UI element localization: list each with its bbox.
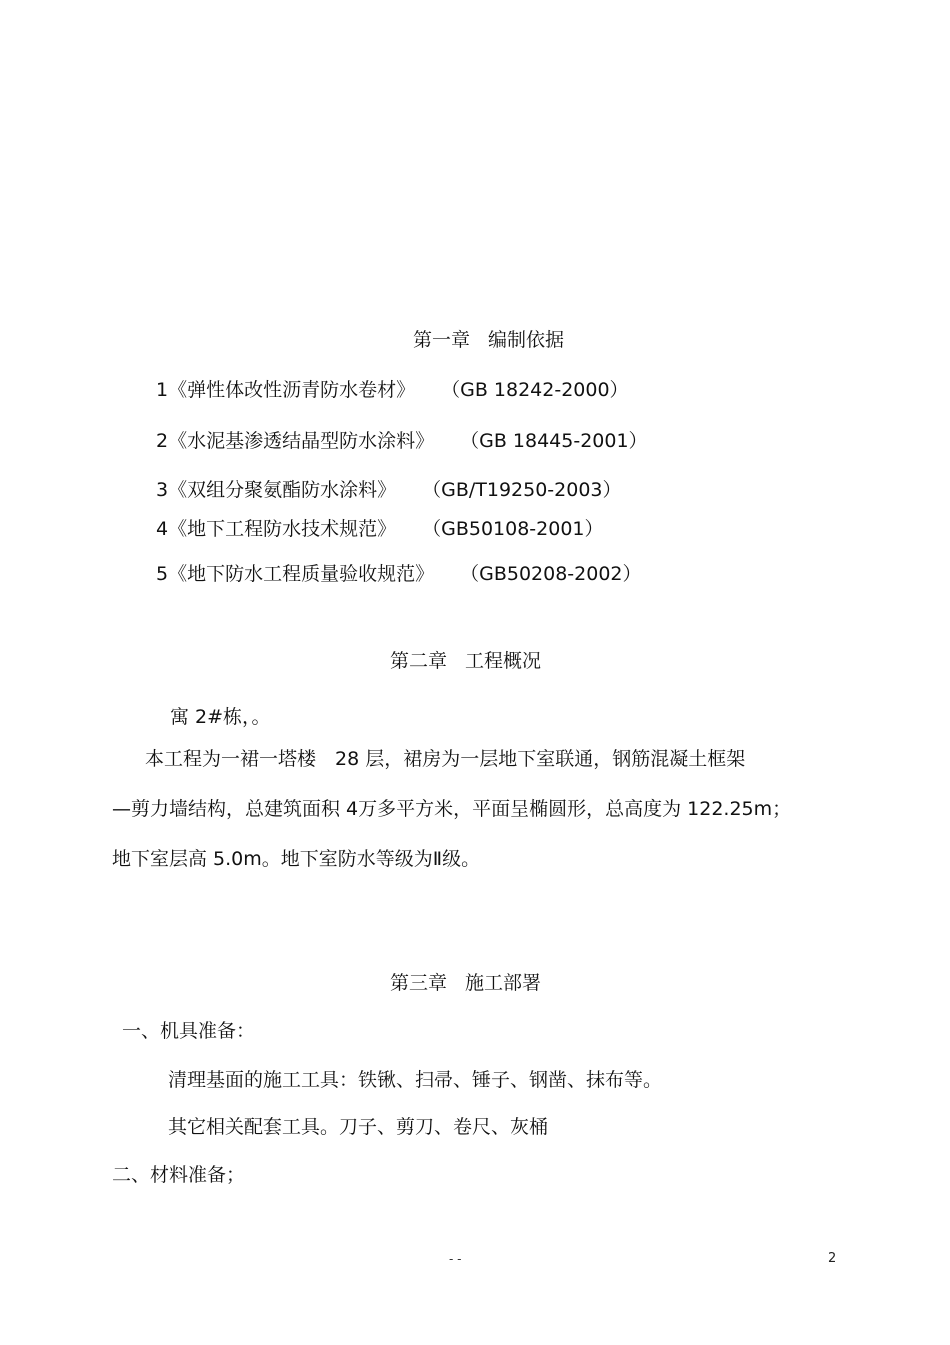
- overview-paragraph-1: 寓 2#栋，。: [170, 706, 271, 728]
- reference-item: [156, 429, 648, 453]
- tools-item-1: 清理基面的施工工具：铁锹、扫帚、锤子、钢凿、抹布等。: [168, 1069, 663, 1091]
- reference-item: [156, 378, 629, 402]
- chapter1-title: 第一章: [413, 329, 471, 351]
- reference-code: （GB50108-2001）: [422, 518, 604, 540]
- chapter2-title: 第二章: [390, 650, 448, 672]
- chapter3-title: 第三章: [390, 972, 448, 994]
- reference-code: （GB 18242-2000）: [441, 379, 629, 401]
- chapter1-subtitle: 编制依据: [488, 329, 565, 351]
- reference-code: （GB50208-2002）: [460, 563, 642, 585]
- section-heading-materials: 二、材料准备；: [112, 1164, 246, 1186]
- tools-item-2: 其它相关配套工具。刀子、剪刀、卷尺、灰桶: [168, 1116, 549, 1138]
- overview-paragraph-4: 地下室层高 5.0m。地下室防水等级为Ⅱ级。: [112, 848, 481, 870]
- chapter2-heading: [390, 649, 541, 673]
- chapter3-heading: [390, 971, 541, 995]
- chapter1-heading: [413, 328, 564, 352]
- section-heading-tools: 一、机具准备：: [122, 1020, 256, 1042]
- reference-item: [156, 562, 642, 586]
- reference-code: （GB/T19250-2003）: [422, 479, 622, 501]
- reference-item: [156, 517, 604, 541]
- chapter2-subtitle: 工程概况: [465, 650, 542, 672]
- reference-item: [156, 478, 622, 502]
- overview-paragraph-2: 本工程为一裙一塔楼 28 层，裙房为一层地下室联通，钢筋混凝土框架: [145, 748, 746, 770]
- reference-code: （GB 18445-2001）: [460, 430, 648, 452]
- reference-label: 5《地下防水工程质量验收规范》: [156, 563, 435, 585]
- page-number: 2: [828, 1251, 837, 1266]
- reference-label: 3《双组分聚氨酯防水涂料》: [156, 479, 397, 501]
- footer-dash: - -: [449, 1252, 462, 1266]
- reference-label: 4《地下工程防水技术规范》: [156, 518, 397, 540]
- reference-label: 2《水泥基渗透结晶型防水涂料》: [156, 430, 435, 452]
- chapter3-subtitle: 施工部署: [465, 972, 542, 994]
- overview-paragraph-3: —剪力墙结构，总建筑面积 4万多平方米，平面呈椭圆形，总高度为 122.25m；: [112, 798, 792, 820]
- reference-label: 1《弹性体改性沥青防水卷材》: [156, 379, 416, 401]
